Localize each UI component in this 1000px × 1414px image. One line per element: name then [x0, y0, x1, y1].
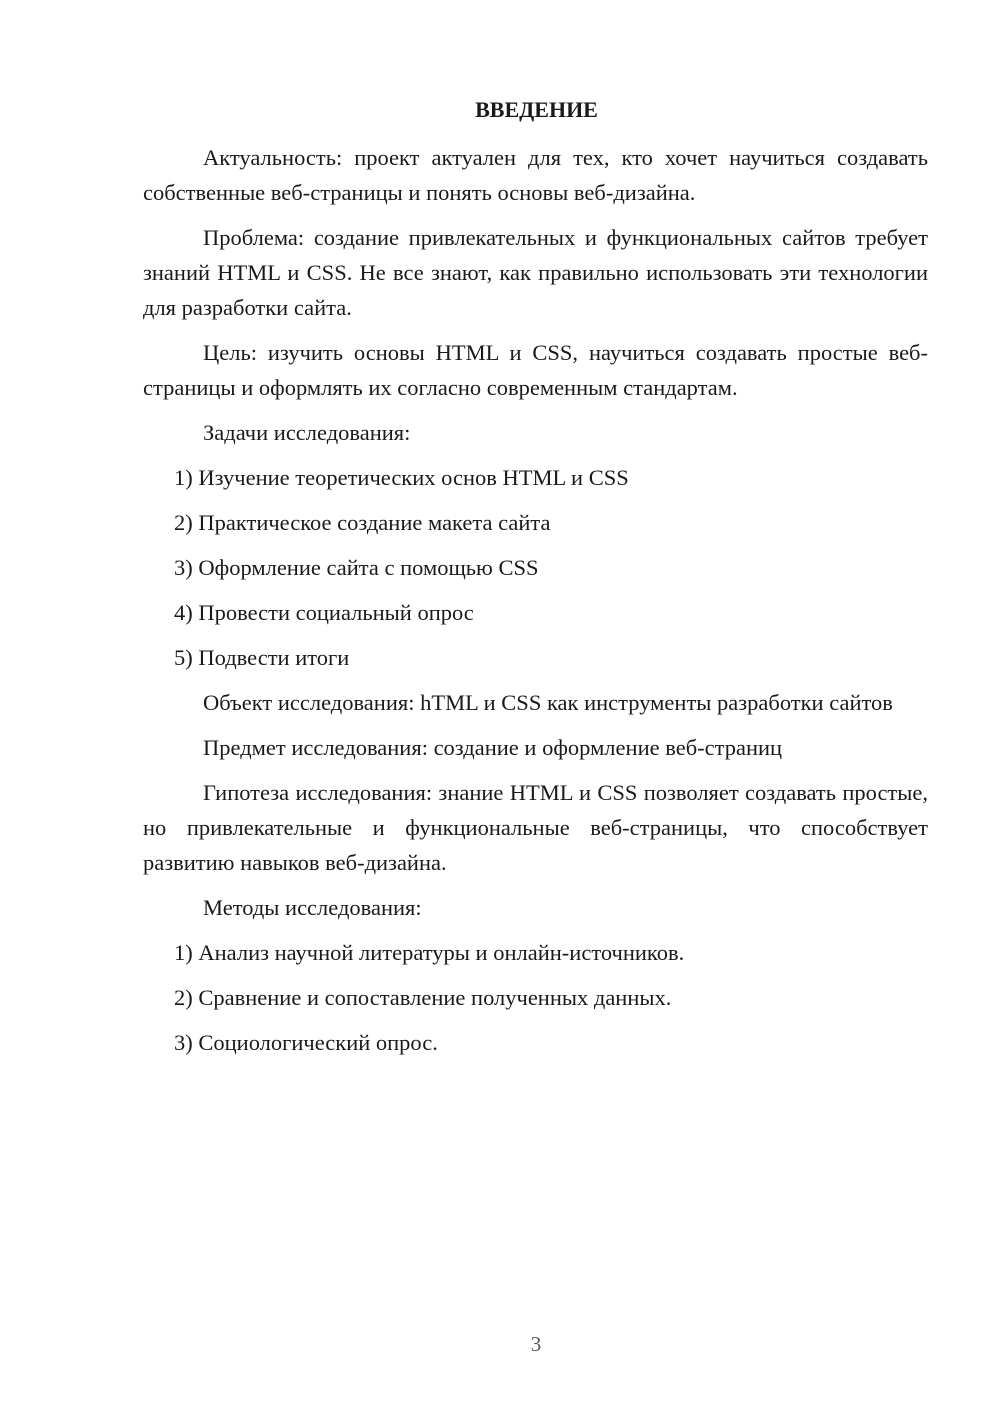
methods-heading: Методы исследования:: [203, 895, 422, 920]
method-item: 1) Анализ научной литературы и онлайн-источников.: [174, 940, 685, 965]
task-item: 2) Практическое создание макета сайта: [174, 510, 551, 535]
task-item: 3) Оформление сайта с помощью CSS: [174, 555, 539, 580]
method-item: 2) Сравнение и сопоставление полученных данных.: [174, 985, 672, 1010]
problem-paragraph: Проблема: создание привлекательных и функциональных сайтов требует знаний HTML и CSS. Не все знают, как правильно использовать эти технологии для разработки сайта.: [143, 225, 928, 320]
object-paragraph: Объект исследования: hTML и CSS как инструменты разработки сайтов: [203, 690, 893, 715]
tasks-heading: Задачи исследования:: [203, 420, 411, 445]
relevance-paragraph: Актуальность: проект актуален для тех, кто хочет научиться создавать собственные веб-страницы и понять основы веб-дизайна.: [143, 145, 928, 205]
goal-paragraph: Цель: изучить основы HTML и CSS, научиться создавать простые веб-страницы и оформлять их согласно современным стандартам.: [143, 340, 928, 400]
subject-paragraph: Предмет исследования: создание и оформление веб-страниц: [203, 735, 783, 760]
task-item: 5) Подвести итоги: [174, 645, 350, 670]
section-title: ВВЕДЕНИЕ: [475, 97, 598, 122]
page-number: 3: [530, 1332, 542, 1356]
hypothesis-paragraph: Гипотеза исследования: знание HTML и CSS позволяет создавать простые, но привлекательные и функциональные веб-страницы, что способствует развитию навыков веб-дизайна.: [143, 780, 928, 875]
task-item: 1) Изучение теоретических основ HTML и CSS: [174, 465, 629, 490]
task-item: 4) Провести социальный опрос: [174, 600, 474, 625]
page-content: [143, 94, 928, 1070]
method-item: 3) Социологический опрос.: [174, 1030, 438, 1055]
